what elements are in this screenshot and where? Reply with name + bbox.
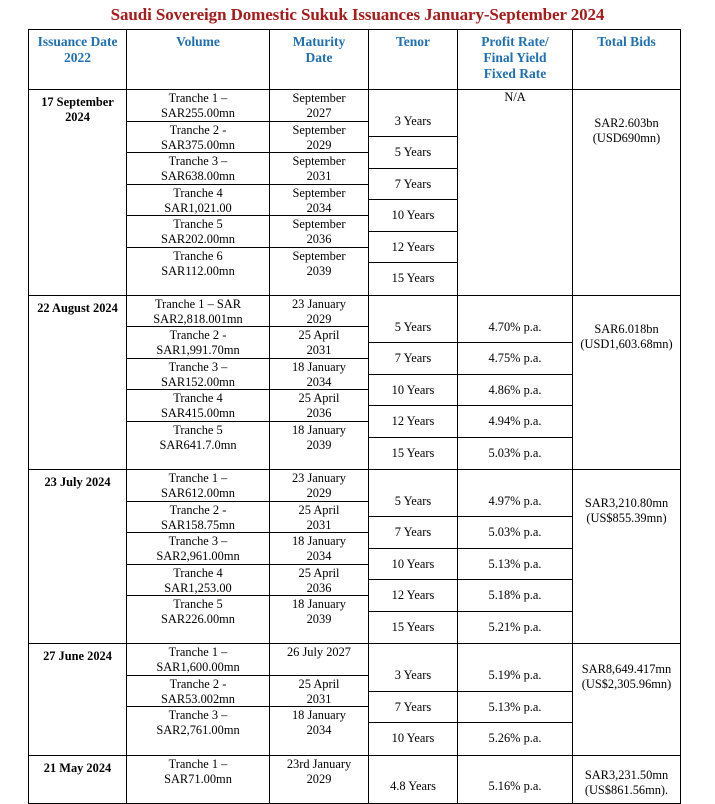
tenor-value: 5 Years — [394, 319, 432, 334]
volume-sub-cell — [127, 296, 269, 328]
profit-rate-cell — [458, 755, 573, 803]
tenor-sub-cell — [369, 771, 457, 803]
total-bids-sar: SAR3,231.50mn — [584, 767, 669, 782]
tenor-sub-cell — [369, 406, 457, 438]
maturity-line-1: September — [292, 217, 346, 231]
volume-sub-cell — [127, 153, 269, 185]
tenor-sub-cell — [369, 232, 457, 264]
maturity-line-1: 18 January — [291, 359, 347, 374]
tenor-value: 12 Years — [391, 588, 435, 603]
tenor-cell — [369, 644, 458, 755]
profit-rate-value: 5.13% p.a. — [488, 699, 542, 714]
table-body — [29, 90, 681, 804]
tenor-sub-cell — [369, 549, 457, 581]
tenor-sub-cell — [369, 486, 457, 518]
maturity-date-cell — [270, 90, 369, 296]
volume-stack — [127, 90, 269, 279]
total-bids-cell — [573, 295, 681, 469]
tenor-value: 15 Years — [391, 445, 435, 460]
tenor-value: 15 Years — [391, 271, 435, 286]
tranche-amount: SAR2,961.00mn — [156, 549, 240, 563]
maturity-line-2: 2027 — [306, 106, 332, 120]
total-bids-content — [573, 90, 680, 146]
tenor-value: 10 Years — [391, 731, 435, 745]
maturity-line-2: 2036 — [306, 406, 332, 421]
maturity-line-2: 2039 — [306, 263, 332, 278]
total-bids-content — [573, 470, 680, 526]
maturity-line-2: 2034 — [306, 549, 332, 563]
total-bids-cell — [573, 470, 681, 644]
issuance-date-line-1: 17 September — [41, 95, 114, 109]
profit-rate-stack — [458, 470, 572, 643]
profit-rate-sub-cell — [458, 406, 572, 438]
maturity-sub-cell — [270, 596, 368, 628]
maturity-sub-cell — [270, 153, 368, 185]
tranche-label: Tranche 3 – — [168, 534, 228, 548]
maturity-line-1: 25 April — [298, 565, 340, 580]
tenor-cell — [369, 470, 458, 644]
maturity-line-2: 2034 — [306, 723, 332, 738]
maturity-sub-cell — [270, 185, 368, 217]
maturity-line-2: 2029 — [306, 486, 332, 500]
header-row — [29, 30, 681, 90]
volume-cell — [127, 90, 270, 296]
total-bids-usd: (USD1,603.68mn) — [580, 336, 673, 351]
tranche-amount: SAR2,761.00mn — [156, 723, 240, 738]
tenor-cell — [369, 755, 458, 803]
tenor-value: 10 Years — [391, 556, 435, 571]
volume-sub-cell — [127, 470, 269, 502]
profit-rate-value: 4.75% p.a. — [488, 351, 542, 365]
tenor-stack — [369, 756, 457, 803]
tenor-value: 5 Years — [394, 493, 432, 508]
total-bids-sar: SAR8,649.417mn — [581, 662, 672, 677]
volume-sub-cell — [127, 502, 269, 534]
maturity-line-1: 18 January — [291, 422, 347, 437]
maturity-sub-cell — [270, 533, 368, 565]
tranche-amount: SAR53.002mn — [160, 691, 235, 706]
table-row — [29, 755, 681, 803]
issuance-date-line-1: 23 July 2024 — [44, 475, 111, 489]
maturity-stack — [270, 90, 368, 279]
tranche-amount: SAR638.00mn — [160, 169, 235, 183]
issuance-date-cell — [29, 470, 127, 644]
profit-rate-cell — [458, 470, 573, 644]
maturity-line-1: September — [292, 91, 346, 105]
issuance-date-line-2: 2024 — [65, 110, 90, 124]
maturity-sub-cell — [270, 122, 368, 154]
tenor-sub-cell — [369, 517, 457, 549]
profit-rate-cell — [458, 295, 573, 469]
tenor-cell — [369, 295, 458, 469]
total-bids-content — [573, 756, 680, 798]
issuance-date-cell — [29, 295, 127, 469]
tenor-value: 3 Years — [394, 113, 432, 128]
total-bids-usd: (US$2,305.96mn) — [581, 677, 672, 692]
tranche-amount: SAR152.00mn — [160, 374, 235, 389]
volume-sub-cell — [127, 707, 269, 739]
maturity-sub-cell — [270, 565, 368, 597]
profit-rate-stack — [458, 644, 572, 754]
volume-sub-cell — [127, 422, 269, 454]
volume-sub-cell — [127, 676, 269, 708]
profit-rate-sub-cell — [458, 580, 572, 612]
maturity-line-2: 2029 — [306, 771, 332, 786]
maturity-line-1: 23 January — [291, 296, 347, 311]
maturity-line-2: 2039 — [306, 612, 332, 626]
tranche-amount: SAR641.7.0mn — [159, 437, 237, 452]
tranche-label: Tranche 5 — [173, 422, 223, 437]
tranche-label: Tranche 6 — [173, 248, 223, 263]
tenor-sub-cell — [369, 660, 457, 692]
profit-rate-value: 5.19% p.a. — [488, 668, 542, 682]
total-bids-cell — [573, 90, 681, 296]
maturity-line-1: September — [292, 154, 346, 168]
total-bids-usd: (USD690mn) — [592, 131, 661, 145]
volume-sub-cell — [127, 327, 269, 359]
tranche-label: Tranche 1 – — [168, 756, 228, 771]
maturity-line-1: 26 July 2027 — [286, 645, 352, 660]
profit-rate-cell — [458, 644, 573, 755]
header-line-3: Fixed Rate — [483, 66, 547, 81]
volume-sub-cell — [127, 90, 269, 122]
tenor-value: 7 Years — [394, 176, 432, 191]
profit-rate-value: 5.21% p.a. — [488, 619, 542, 634]
volume-sub-cell — [127, 122, 269, 154]
profit-rate-sub-cell — [458, 723, 572, 755]
header-line-2: 2022 — [64, 50, 91, 65]
profit-rate-value: 5.26% p.a. — [488, 731, 542, 745]
total-bids-cell — [573, 644, 681, 755]
tenor-sub-cell — [369, 169, 457, 201]
tenor-value: 12 Years — [391, 239, 435, 254]
tenor-sub-cell — [369, 200, 457, 232]
column-header-profit-rate — [458, 30, 573, 90]
volume-sub-cell — [127, 644, 269, 676]
tranche-label: Tranche 5 — [173, 597, 223, 611]
tranche-label: Tranche 2 - — [169, 122, 227, 137]
tenor-sub-cell — [369, 375, 457, 407]
issuance-date-cell — [29, 644, 127, 755]
maturity-line-1: September — [292, 122, 346, 137]
tranche-label: Tranche 3 – — [168, 359, 228, 374]
profit-rate-value: 4.86% p.a. — [488, 382, 542, 397]
profit-rate-sub-cell — [458, 312, 572, 344]
column-header-total-bids — [573, 30, 681, 90]
maturity-sub-cell — [270, 216, 368, 248]
tranche-label: Tranche 2 - — [169, 328, 227, 343]
maturity-line-2: 2036 — [306, 580, 332, 595]
volume-cell — [127, 644, 270, 755]
tenor-sub-cell — [369, 692, 457, 724]
header-line-1: Issuance Date — [37, 34, 118, 49]
volume-stack — [127, 470, 269, 628]
total-bids-content — [573, 296, 680, 352]
maturity-stack — [270, 644, 368, 739]
tranche-label: Tranche 1 – — [168, 91, 228, 105]
tranche-amount: SAR202.00mn — [160, 232, 235, 246]
profit-rate-stack — [458, 296, 572, 469]
header-line-1: Profit Rate/ — [481, 34, 549, 49]
tranche-amount: SAR158.75mn — [160, 517, 235, 532]
volume-sub-cell — [127, 533, 269, 565]
maturity-sub-cell — [270, 756, 368, 788]
column-header-tenor — [369, 30, 458, 90]
volume-sub-cell — [127, 216, 269, 248]
tenor-stack — [369, 90, 457, 295]
tranche-label: Tranche 2 - — [169, 676, 227, 691]
tenor-value: 5 Years — [394, 145, 432, 160]
maturity-sub-cell — [270, 676, 368, 708]
tenor-value: 7 Years — [394, 351, 432, 365]
profit-rate-sub-cell — [458, 660, 572, 692]
tenor-sub-cell — [369, 263, 457, 295]
tranche-label: Tranche 2 - — [169, 502, 227, 517]
tenor-value: 10 Years — [391, 382, 435, 397]
maturity-sub-cell — [270, 422, 368, 454]
maturity-sub-cell — [270, 470, 368, 502]
total-bids-content — [573, 644, 680, 692]
maturity-line-2: 2034 — [306, 200, 332, 215]
issuance-date-line-1: 21 May 2024 — [43, 760, 112, 775]
tranche-label: Tranche 1 – — [168, 471, 228, 485]
volume-stack — [127, 296, 269, 454]
tenor-sub-cell — [369, 580, 457, 612]
maturity-sub-cell — [270, 707, 368, 739]
maturity-line-1: 25 April — [298, 502, 340, 517]
profit-rate-value: 5.03% p.a. — [488, 525, 542, 540]
column-header-issuance-date — [29, 30, 127, 90]
tranche-amount: SAR2,818.001mn — [153, 311, 243, 326]
maturity-line-1: 23rd January — [286, 756, 352, 771]
header-line-2: Final Yield — [483, 50, 547, 65]
tranche-label: Tranche 5 — [173, 217, 223, 231]
maturity-sub-cell — [270, 90, 368, 122]
tranche-label: Tranche 1 – SAR — [155, 296, 241, 311]
tenor-stack — [369, 470, 457, 643]
volume-cell — [127, 470, 270, 644]
tenor-value: 3 Years — [394, 668, 432, 682]
table-row — [29, 90, 681, 296]
tenor-sub-cell — [369, 106, 457, 138]
profit-rate-value: 5.13% p.a. — [488, 556, 542, 571]
maturity-line-1: 25 April — [298, 391, 340, 406]
stack-offset-spacer — [369, 644, 457, 660]
volume-stack — [127, 756, 269, 788]
profit-rate-value: 5.16% p.a. — [488, 779, 542, 794]
tenor-sub-cell — [369, 438, 457, 470]
tranche-amount: SAR1,600.00mn — [156, 660, 240, 675]
tranche-amount: SAR112.00mn — [161, 263, 235, 278]
maturity-line-1: 25 April — [298, 676, 340, 691]
total-bids-cell — [573, 755, 681, 803]
tranche-label: Tranche 4 — [173, 185, 223, 200]
maturity-stack — [270, 470, 368, 628]
maturity-line-1: September — [292, 185, 346, 200]
volume-sub-cell — [127, 359, 269, 391]
profit-rate-sub-cell — [458, 375, 572, 407]
maturity-line-2: 2036 — [306, 232, 332, 246]
volume-cell — [127, 755, 270, 803]
stack-offset-spacer — [369, 756, 457, 772]
profit-rate-sub-cell — [458, 692, 572, 724]
maturity-stack — [270, 296, 368, 454]
tenor-sub-cell — [369, 343, 457, 375]
column-header-volume — [127, 30, 270, 90]
maturity-sub-cell — [270, 248, 368, 280]
maturity-date-cell — [270, 755, 369, 803]
stack-offset-spacer — [458, 470, 572, 486]
header-line-1: Maturity — [292, 34, 346, 49]
maturity-line-2: 2029 — [306, 137, 332, 152]
profit-rate-value: 5.03% p.a. — [488, 445, 542, 460]
header-line-2: Date — [305, 50, 333, 65]
maturity-line-1: 18 January — [291, 708, 347, 723]
volume-sub-cell — [127, 390, 269, 422]
tranche-amount: SAR375.00mn — [160, 137, 235, 152]
maturity-line-2: 2034 — [306, 374, 332, 389]
tranche-label: Tranche 4 — [173, 565, 223, 580]
profit-rate-value: 4.94% p.a. — [488, 414, 542, 428]
total-bids-usd: (US$855.39mn) — [586, 511, 667, 525]
maturity-sub-cell — [270, 296, 368, 328]
maturity-line-2: 2031 — [306, 169, 332, 183]
header-line-1: Tenor — [395, 34, 430, 49]
header-line-1: Total Bids — [597, 34, 656, 49]
tranche-label: Tranche 3 – — [168, 154, 228, 168]
table-header — [29, 30, 681, 90]
tranche-amount: SAR255.00mn — [160, 106, 235, 120]
profit-rate-value: 5.18% p.a. — [488, 588, 542, 603]
tenor-value: 10 Years — [391, 208, 435, 223]
tenor-sub-cell — [369, 312, 457, 344]
stack-offset-spacer — [458, 644, 572, 660]
maturity-line-2: 2031 — [306, 517, 332, 532]
maturity-date-cell — [270, 295, 369, 469]
volume-sub-cell — [127, 248, 269, 280]
tranche-label: Tranche 3 – — [168, 708, 228, 723]
column-header-maturity-date — [270, 30, 369, 90]
tranche-amount: SAR1,991.70mn — [156, 343, 240, 358]
total-bids-sar: SAR6.018bn — [594, 321, 659, 336]
volume-stack — [127, 644, 269, 739]
maturity-line-2: 2031 — [306, 343, 332, 358]
tenor-sub-cell — [369, 723, 457, 755]
tenor-sub-cell — [369, 612, 457, 644]
maturity-sub-cell — [270, 502, 368, 534]
tranche-amount: SAR1,253.00 — [164, 580, 232, 595]
profit-rate-sub-cell — [458, 486, 572, 518]
maturity-line-1: 25 April — [298, 328, 340, 343]
volume-cell — [127, 295, 270, 469]
tenor-value: 7 Years — [394, 699, 432, 714]
table-row — [29, 295, 681, 469]
total-bids-sar: SAR3,210.80mn — [584, 496, 669, 510]
maturity-sub-cell — [270, 390, 368, 422]
page-title: Saudi Sovereign Domestic Sukuk Issuances January-September 2024 — [110, 5, 605, 24]
profit-rate-value: 4.70% p.a. — [488, 319, 542, 334]
maturity-line-2: 2031 — [306, 691, 332, 706]
maturity-sub-cell — [270, 359, 368, 391]
total-bids-usd: (US$861.56mn). — [584, 782, 669, 797]
tenor-value: 15 Years — [391, 619, 435, 634]
tranche-amount: SAR1,021.00 — [164, 200, 232, 215]
maturity-line-1: 23 January — [291, 471, 347, 485]
tenor-value: 4.8 Years — [390, 779, 436, 794]
maturity-date-cell — [270, 644, 369, 755]
volume-sub-cell — [127, 596, 269, 628]
sukuk-issuances-table — [28, 29, 681, 804]
stack-offset-spacer — [458, 296, 572, 312]
tenor-stack — [369, 644, 457, 754]
profit-rate-cell — [458, 90, 573, 296]
table-row — [29, 470, 681, 644]
tenor-cell — [369, 90, 458, 296]
issuance-date-cell — [29, 755, 127, 803]
tranche-amount: SAR71.00mn — [164, 771, 232, 786]
maturity-line-2: 2039 — [306, 437, 332, 452]
tranche-label: Tranche 4 — [173, 391, 223, 406]
stack-offset-spacer — [369, 470, 457, 486]
profit-rate-sub-cell — [458, 438, 572, 470]
tranche-amount: SAR612.00mn — [160, 486, 235, 500]
stack-offset-spacer — [369, 296, 457, 312]
tenor-sub-cell — [369, 137, 457, 169]
maturity-line-2: 2029 — [306, 311, 332, 326]
maturity-line-1: 18 January — [291, 597, 347, 611]
issuance-date-line-1: 27 June 2024 — [43, 649, 112, 664]
profit-rate-sub-cell — [458, 343, 572, 375]
profit-rate-sub-cell — [458, 771, 572, 803]
maturity-line-1: September — [292, 248, 346, 263]
stack-offset-spacer — [458, 756, 572, 772]
maturity-line-1: 18 January — [291, 534, 347, 548]
tranche-amount: SAR226.00mn — [160, 612, 235, 626]
tranche-amount: SAR415.00mn — [160, 406, 235, 421]
tranche-label: Tranche 1 – — [168, 645, 228, 660]
tenor-stack — [369, 296, 457, 469]
maturity-sub-cell — [270, 644, 368, 676]
profit-rate-sub-cell — [458, 612, 572, 644]
issuance-date-line-1: 22 August 2024 — [37, 300, 118, 315]
tenor-value: 7 Years — [394, 525, 432, 540]
total-bids-sar: SAR2.603bn — [594, 116, 659, 130]
maturity-date-cell — [270, 470, 369, 644]
profit-rate-sub-cell — [458, 549, 572, 581]
issuance-date-cell — [29, 90, 127, 296]
header-line-1: Volume — [176, 34, 220, 49]
stack-offset-spacer — [369, 90, 457, 106]
profit-rate-sub-cell — [458, 517, 572, 549]
volume-sub-cell — [127, 756, 269, 788]
table-row — [29, 644, 681, 755]
profit-rate-value: N/A — [504, 90, 526, 104]
profit-rate-stack — [458, 756, 572, 803]
maturity-stack — [270, 756, 368, 788]
volume-sub-cell — [127, 565, 269, 597]
volume-sub-cell — [127, 185, 269, 217]
tenor-value: 12 Years — [391, 414, 435, 428]
profit-rate-value: 4.97% p.a. — [488, 493, 542, 508]
maturity-sub-cell — [270, 327, 368, 359]
